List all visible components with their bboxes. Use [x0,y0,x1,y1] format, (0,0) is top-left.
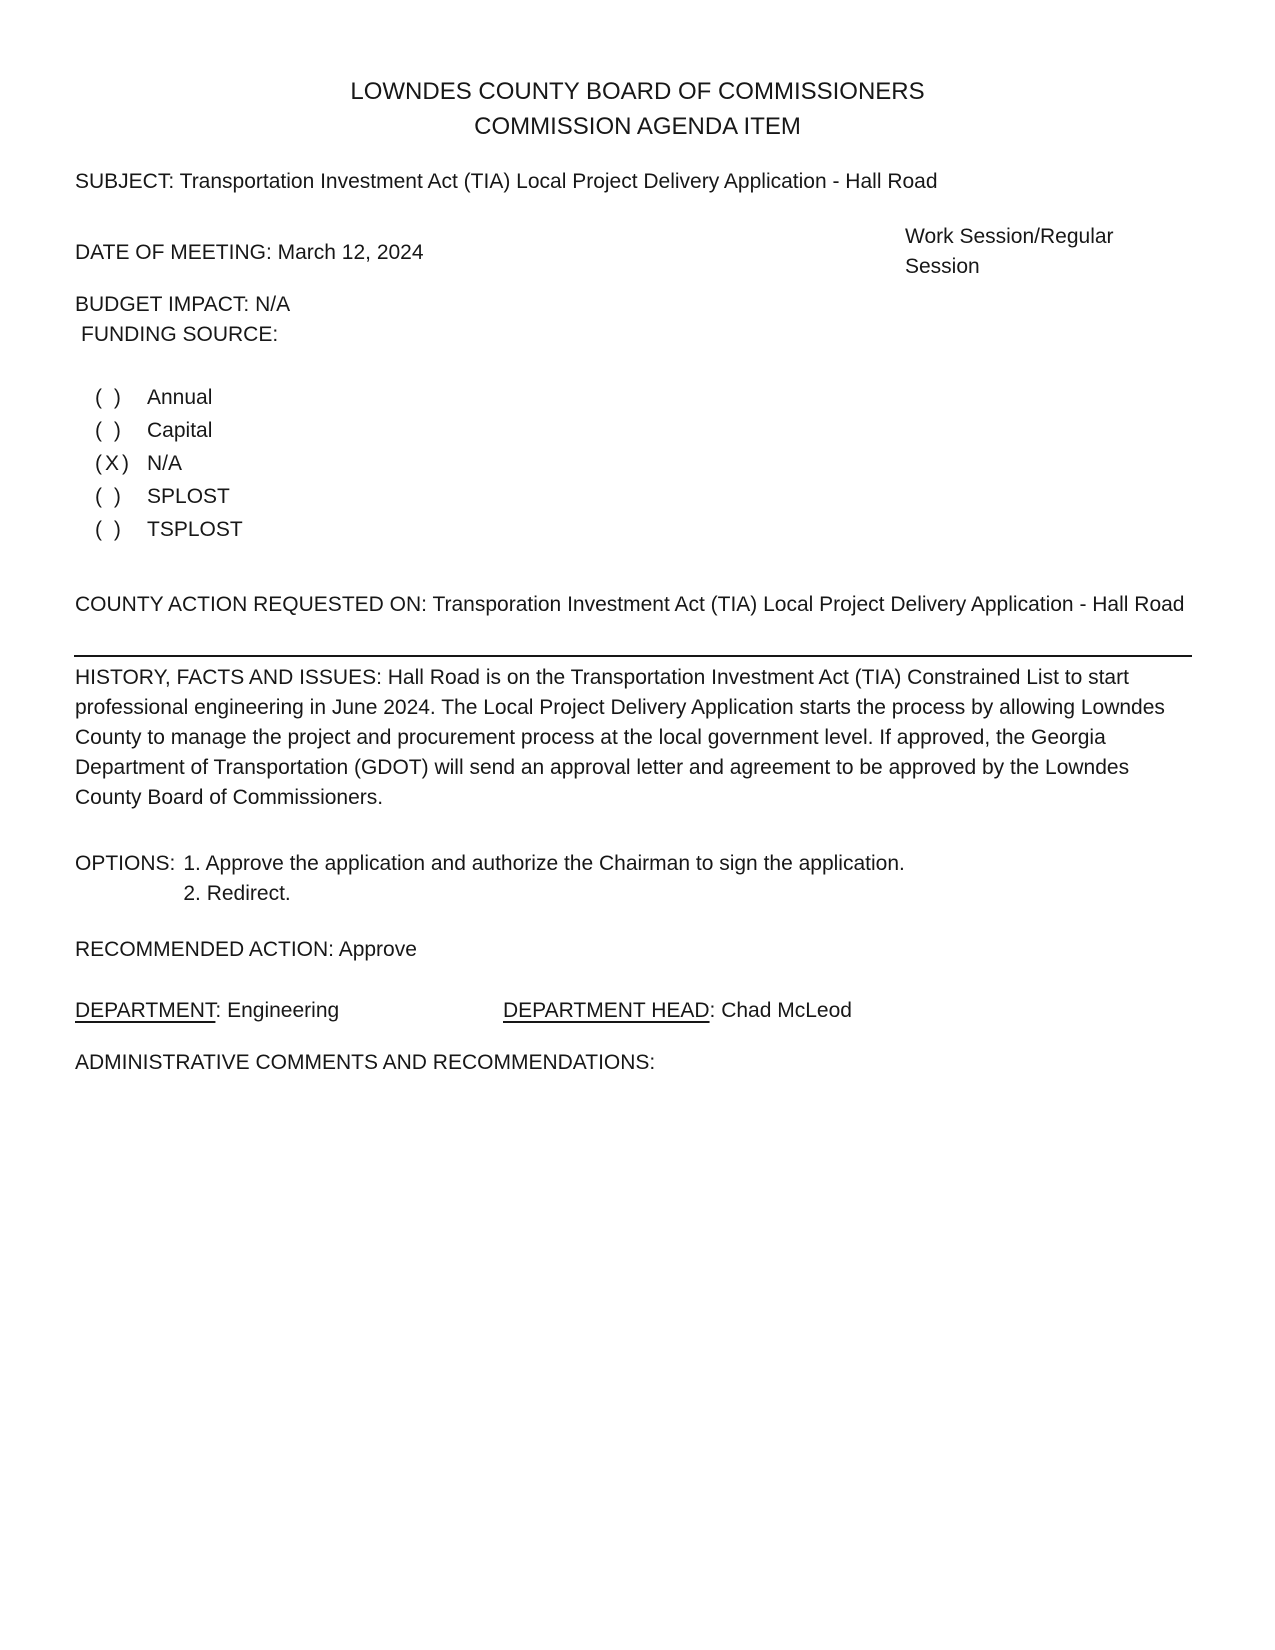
funding-option-tsplost [95,515,243,548]
options-label: OPTIONS: [75,852,176,875]
checkbox-marker: ( ) [95,485,124,508]
funding-option-label: SPLOST [147,485,230,508]
funding-option-label: Capital [147,419,213,442]
department-value: : Engineering [215,999,340,1022]
funding-option-capital [95,416,243,449]
options-section [75,849,905,909]
option-item-1: 1. Approve the application and authorize the Chairman to sign the application. [183,852,905,875]
options-items [183,849,904,909]
session-type: Work Session/Regular Session [905,225,1114,278]
section-divider-line [74,655,1192,657]
checkbox-marker: ( ) [95,419,124,442]
subject-line: SUBJECT: Transportation Investment Act (TIA) Local Project Delivery Application - Hall Road [75,170,938,193]
date-of-meeting: DATE OF MEETING: March 12, 2024 [75,241,424,264]
history-facts-issues: HISTORY, FACTS AND ISSUES: Hall Road is on the Transportation Investment Act (TIA) Constrained List to start professional engineering in June 2024. The Local Project Delivery Application starts the process by allowing Lowndes County to manage the project and procurement process at the local government level. If approved, the Georgia Department of Transportation (GDOT) will send an approval letter and agreement to be approved by the Lowndes County Board of Commissioners. [75,666,1165,809]
funding-option-na [95,449,243,482]
checkbox-marker: ( ) [95,518,124,541]
funding-option-label: TSPLOST [147,518,243,541]
department-label: DEPARTMENT [75,999,216,1022]
department-head-value: : Chad McLeod [709,999,852,1022]
doc-type-title: COMMISSION AGENDA ITEM [474,113,801,140]
funding-option-label: Annual [147,386,213,409]
funding-option-annual [95,383,243,416]
department-field [75,999,339,1022]
department-head-field [503,996,852,1026]
budget-impact: BUDGET IMPACT: N/A [75,293,291,316]
funding-source-label: FUNDING SOURCE: [81,323,279,346]
funding-option-splost [95,482,243,515]
checkbox-marker: ( ) [95,386,124,409]
recommended-action: RECOMMENDED ACTION: Approve [75,938,417,961]
document-header [0,74,1275,144]
funding-option-label: N/A [147,452,183,475]
org-title: LOWNDES COUNTY BOARD OF COMMISSIONERS [350,78,925,105]
funding-options-list [95,383,243,548]
admin-comments-label: ADMINISTRATIVE COMMENTS AND RECOMMENDATIONS: [75,1051,656,1074]
checkbox-marker-checked: (X) [95,452,132,475]
option-item-2: 2. Redirect. [183,882,291,905]
county-action-requested: COUNTY ACTION REQUESTED ON: Transporation Investment Act (TIA) Local Project Delivery Application - Hall Road [75,593,1185,616]
department-head-label: DEPARTMENT HEAD [503,999,710,1022]
department-row [75,996,1195,1026]
